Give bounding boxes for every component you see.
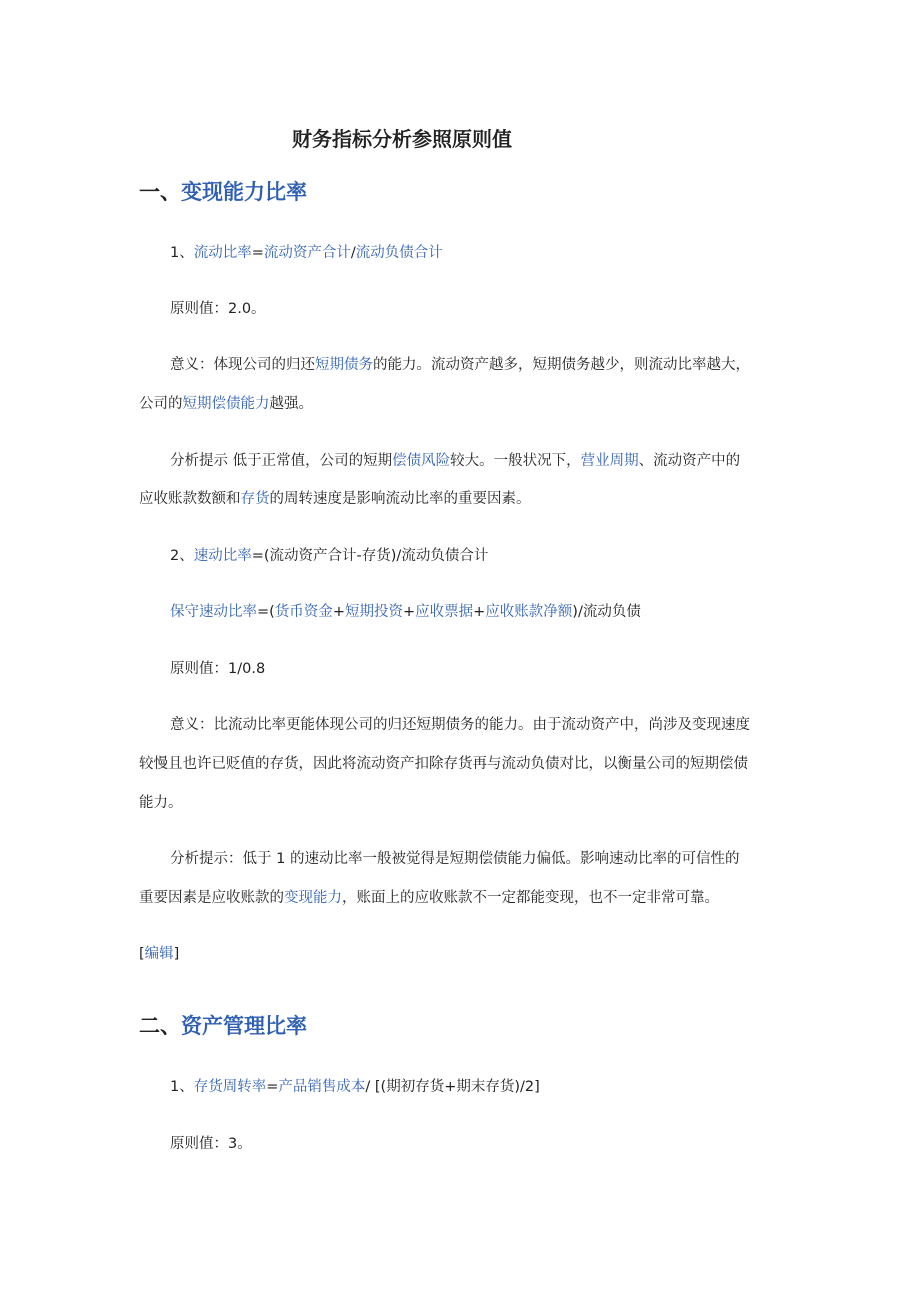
text: / [(期初存货+期末存货)/2] (365, 1079, 540, 1095)
meaning-2-line-1: 意义：比流动比率更能体现公司的归还短期债务的能力。由于流动资产中，尚涉及变现速度 (170, 717, 750, 733)
formula-conservative-quick-ratio (170, 600, 641, 621)
meaning-2-line-3: 能力。 (139, 795, 183, 811)
text: 意义：体现公司的归还 (170, 357, 315, 373)
section-title-link[interactable]: 资产管理比率 (181, 1014, 307, 1038)
meaning-2-line-2: 较慢且也许已贬值的存货，因此将流动资产扣除存货再与流动负债对比，以衡量公司的短期偿债 (139, 756, 748, 772)
text: =( (257, 604, 275, 620)
link-short-term-investment[interactable]: 短期投资 (344, 604, 403, 620)
text: 公司的 (139, 396, 183, 412)
analysis-2-line-2 (139, 886, 719, 907)
standard-value-1: 原则值：2.0。 (170, 301, 266, 317)
meaning-1-line-2 (139, 392, 313, 413)
formula-current-ratio (170, 241, 443, 262)
link-net-accounts-receivable[interactable]: 应收账款净额 (485, 604, 573, 620)
link-quick-ratio[interactable]: 速动比率 (193, 548, 252, 564)
item-index: 1、 (170, 1079, 194, 1095)
link-conservative-quick-ratio[interactable]: 保守速动比率 (170, 604, 257, 620)
plus-sign: + (473, 604, 486, 620)
section-heading-2 (139, 1010, 307, 1040)
text: ，账面上的应收账款不一定都能变现，也不一定非常可靠。 (342, 890, 719, 906)
item-index: 2、 (170, 548, 194, 564)
text: 较大。一般状况下， (450, 453, 581, 469)
text: 应收账款数额和 (139, 491, 241, 507)
section-title-link[interactable]: 变现能力比率 (181, 180, 307, 204)
meaning-1-line-1 (170, 353, 750, 374)
link-short-term-solvency[interactable]: 短期偿债能力 (182, 396, 270, 412)
analysis-2-line-1: 分析提示：低于 1 的速动比率一般被觉得是短期偿债能力偏低。影响速动比率的可信性的 (170, 851, 740, 867)
formula-quick-ratio (170, 544, 488, 565)
plus-sign: + (332, 604, 345, 620)
link-inventory[interactable]: 存货 (240, 491, 270, 507)
equals-sign: = (266, 1079, 279, 1095)
item-index: 1、 (170, 245, 194, 261)
standard-value-3: 原则值：3。 (170, 1136, 252, 1152)
text: 、流动资产中的 (638, 453, 741, 469)
link-inventory-turnover[interactable]: 存货周转率 (193, 1079, 267, 1095)
analysis-1-line-1 (170, 449, 740, 470)
section-number: 一、 (139, 180, 181, 204)
formula-inventory-turnover (170, 1075, 540, 1096)
bracket: [ (139, 946, 145, 962)
link-monetary-funds[interactable]: 货币资金 (274, 604, 333, 620)
text: 的周转速度是影响流动比率的重要因素。 (269, 491, 531, 507)
slash: / (350, 245, 356, 261)
text: 重要因素是应收账款的 (139, 890, 284, 906)
link-solvency-risk[interactable]: 偿债风险 (392, 453, 451, 469)
section-number: 二、 (139, 1014, 181, 1038)
edit-link[interactable]: 编辑 (144, 946, 174, 962)
section-heading-1 (139, 176, 307, 206)
text: 的能力。流动资产越多，短期债务越少，则流动比率越大， (373, 357, 750, 373)
plus-sign: + (402, 604, 416, 620)
text: 分析提示 低于正常值，公司的短期 (170, 453, 393, 469)
link-operating-cycle[interactable]: 营业周期 (580, 453, 639, 469)
link-total-current-liabilities[interactable]: 流动负债合计 (355, 245, 443, 261)
analysis-1-line-2 (139, 487, 531, 508)
link-liquidity[interactable]: 变现能力 (284, 890, 342, 906)
text: 越强。 (269, 396, 313, 412)
standard-value-2: 原则值：1/0.8 (170, 661, 266, 677)
bracket: ] (173, 946, 180, 962)
edit-section (139, 942, 179, 963)
text: )/流动负债 (572, 604, 641, 620)
link-current-ratio[interactable]: 流动比率 (193, 245, 252, 261)
link-short-term-debt[interactable]: 短期债务 (315, 357, 373, 373)
text: =(流动资产合计-存货)/流动负债合计 (251, 548, 489, 564)
page-title: 财务指标分析参照原则值 (292, 127, 512, 151)
link-notes-receivable[interactable]: 应收票据 (415, 604, 474, 620)
link-cost-of-goods-sold[interactable]: 产品销售成本 (278, 1079, 366, 1095)
equals-sign: = (251, 245, 264, 261)
link-total-current-assets[interactable]: 流动资产合计 (263, 245, 351, 261)
